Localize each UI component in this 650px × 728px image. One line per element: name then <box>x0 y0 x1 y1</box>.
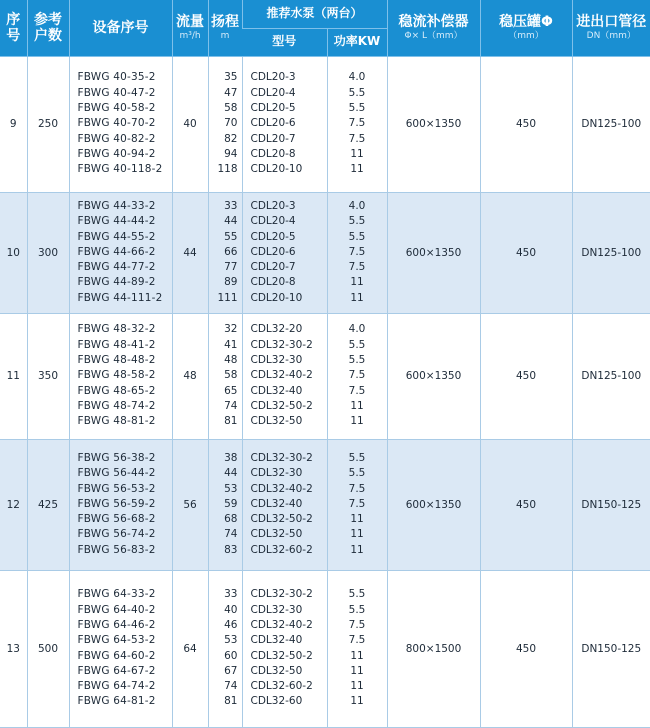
model-item: FBWG 56-68-2 <box>77 513 156 526</box>
model-item: FBWG 56-59-2 <box>77 497 156 510</box>
header-model: 设备序号 <box>69 0 172 56</box>
power-item: 7.5 <box>348 245 366 258</box>
head-item: 53 <box>224 482 238 495</box>
head-item: 74 <box>224 680 238 693</box>
pump-item: CDL32-30 <box>250 467 303 480</box>
seq-cell: 13 <box>0 570 27 727</box>
model-item: FBWG 44-55-2 <box>77 230 156 243</box>
power-cell <box>327 570 387 727</box>
header-tank-unit: （mm） <box>508 31 544 42</box>
power-item: 11 <box>350 513 364 526</box>
head-item: 38 <box>224 451 238 464</box>
head-item: 74 <box>224 528 238 541</box>
head-item: 81 <box>224 695 238 708</box>
pipe-cell: DN125-100 <box>572 56 650 192</box>
header-compensator-unit: Φ× L（mm） <box>404 31 463 42</box>
pump-item: CDL32-40 <box>250 634 303 647</box>
pump-item: CDL20-7 <box>250 132 296 145</box>
pump-cell <box>242 56 327 192</box>
flow-cell: 48 <box>172 313 208 439</box>
compensator-cell: 600×1350 <box>387 56 480 192</box>
model-item: FBWG 44-111-2 <box>77 291 163 304</box>
head-item: 58 <box>224 102 238 115</box>
power-item: 7.5 <box>348 117 366 130</box>
pump-item: CDL32-40 <box>250 384 303 397</box>
model-cell <box>69 313 172 439</box>
head-item: 70 <box>224 117 238 130</box>
power-item: 5.5 <box>348 230 366 243</box>
households-cell: 350 <box>27 313 69 439</box>
power-cell <box>327 192 387 313</box>
model-item: FBWG 48-81-2 <box>77 415 156 428</box>
head-item: 33 <box>224 588 238 601</box>
power-item: 5.5 <box>348 102 366 115</box>
head-item: 41 <box>224 338 238 351</box>
group-row <box>0 192 650 313</box>
pump-item: CDL32-30-2 <box>250 338 313 351</box>
model-item: FBWG 64-46-2 <box>77 618 156 631</box>
seq-cell: 10 <box>0 192 27 313</box>
header-flow <box>172 0 208 56</box>
pipe-cell: DN125-100 <box>572 192 650 313</box>
power-item: 5.5 <box>348 215 366 228</box>
model-item: FBWG 64-67-2 <box>77 664 156 677</box>
pump-item: CDL32-50-2 <box>250 399 313 412</box>
model-item: FBWG 44-77-2 <box>77 261 156 274</box>
header-tank <box>480 0 572 56</box>
power-item: 4.0 <box>348 323 366 336</box>
model-item: FBWG 64-40-2 <box>77 603 156 616</box>
pump-item: CDL32-40-2 <box>250 618 313 631</box>
pump-item: CDL20-3 <box>250 199 296 212</box>
model-item: FBWG 48-58-2 <box>77 369 156 382</box>
power-item: 5.5 <box>348 354 366 367</box>
model-item: FBWG 44-44-2 <box>77 215 156 228</box>
power-item: 5.5 <box>348 588 366 601</box>
group-row <box>0 570 650 727</box>
tank-cell: 450 <box>480 313 572 439</box>
head-item: 94 <box>224 147 238 160</box>
model-cell <box>69 192 172 313</box>
power-item: 5.5 <box>348 603 366 616</box>
model-item: FBWG 48-32-2 <box>77 323 156 336</box>
pump-item: CDL20-8 <box>250 276 296 289</box>
header-pipe-unit: DN（mm） <box>586 31 636 42</box>
power-item: 11 <box>350 543 364 556</box>
flow-cell: 64 <box>172 570 208 727</box>
head-item: 68 <box>224 513 238 526</box>
head-cell <box>208 439 242 570</box>
head-item: 111 <box>217 291 238 304</box>
model-item: FBWG 64-53-2 <box>77 634 156 647</box>
head-item: 83 <box>224 543 238 556</box>
pump-item: CDL20-5 <box>250 102 296 115</box>
compensator-cell: 600×1350 <box>387 439 480 570</box>
power-item: 7.5 <box>348 132 366 145</box>
model-item: FBWG 56-44-2 <box>77 467 156 480</box>
pump-item: CDL20-5 <box>250 230 296 243</box>
pump-item: CDL20-10 <box>250 291 303 304</box>
head-item: 81 <box>224 415 238 428</box>
power-item: 7.5 <box>348 634 366 647</box>
head-item: 33 <box>224 199 238 212</box>
head-cell <box>208 313 242 439</box>
model-item: FBWG 48-65-2 <box>77 384 156 397</box>
power-item: 11 <box>350 291 364 304</box>
pump-item: CDL32-40-2 <box>250 482 313 495</box>
model-item: FBWG 56-83-2 <box>77 543 156 556</box>
power-item: 11 <box>350 276 364 289</box>
tank-cell: 450 <box>480 192 572 313</box>
power-item: 4.0 <box>348 199 366 212</box>
pump-item: CDL20-8 <box>250 147 296 160</box>
model-item: FBWG 40-82-2 <box>77 132 156 145</box>
pipe-cell: DN125-100 <box>572 313 650 439</box>
pump-item: CDL32-50 <box>250 528 303 541</box>
model-item: FBWG 56-38-2 <box>77 451 156 464</box>
model-item: FBWG 48-41-2 <box>77 338 156 351</box>
head-item: 48 <box>224 354 238 367</box>
model-cell <box>69 56 172 192</box>
head-item: 89 <box>224 276 238 289</box>
header-head-label: 扬程 <box>211 14 239 31</box>
power-item: 11 <box>350 528 364 541</box>
header-pipe <box>572 0 650 56</box>
power-item: 11 <box>350 680 364 693</box>
pipe-cell: DN150-125 <box>572 439 650 570</box>
pump-item: CDL32-50 <box>250 664 303 677</box>
households-cell: 500 <box>27 570 69 727</box>
power-item: 11 <box>350 147 364 160</box>
model-item: FBWG 44-66-2 <box>77 245 156 258</box>
head-item: 46 <box>224 618 238 631</box>
power-item: 11 <box>350 399 364 412</box>
pump-item: CDL20-3 <box>250 71 296 84</box>
households-cell: 250 <box>27 56 69 192</box>
head-item: 47 <box>224 86 238 99</box>
seq-cell: 12 <box>0 439 27 570</box>
pump-item: CDL20-4 <box>250 215 296 228</box>
pump-item: CDL32-40-2 <box>250 369 313 382</box>
pump-item: CDL20-6 <box>250 117 296 130</box>
head-cell <box>208 570 242 727</box>
power-item: 5.5 <box>348 86 366 99</box>
model-item: FBWG 40-58-2 <box>77 102 156 115</box>
pump-item: CDL20-6 <box>250 245 296 258</box>
head-item: 35 <box>224 71 238 84</box>
model-item: FBWG 40-35-2 <box>77 71 156 84</box>
header-head <box>208 0 242 56</box>
power-item: 11 <box>350 163 364 176</box>
power-item: 7.5 <box>348 618 366 631</box>
flow-cell: 44 <box>172 192 208 313</box>
pump-item: CDL32-30-2 <box>250 451 313 464</box>
power-item: 11 <box>350 415 364 428</box>
pump-cell <box>242 313 327 439</box>
pump-item: CDL32-40 <box>250 497 303 510</box>
model-item: FBWG 40-47-2 <box>77 86 156 99</box>
pump-item: CDL32-30 <box>250 603 303 616</box>
head-item: 77 <box>224 261 238 274</box>
model-item: FBWG 44-33-2 <box>77 199 156 212</box>
pump-cell <box>242 439 327 570</box>
pump-item: CDL20-10 <box>250 163 303 176</box>
head-item: 55 <box>224 230 238 243</box>
header-compensator-label: 稳流补偿器 <box>398 14 469 31</box>
header-seq: 序号 <box>0 0 27 56</box>
header-pump-power: 功率KW <box>327 28 387 56</box>
model-item: FBWG 40-94-2 <box>77 147 156 160</box>
model-item: FBWG 48-48-2 <box>77 354 156 367</box>
head-item: 44 <box>224 467 238 480</box>
pump-item: CDL20-7 <box>250 261 296 274</box>
flow-cell: 40 <box>172 56 208 192</box>
power-item: 7.5 <box>348 369 366 382</box>
head-item: 44 <box>224 215 238 228</box>
model-cell <box>69 570 172 727</box>
tank-cell: 450 <box>480 439 572 570</box>
power-item: 7.5 <box>348 261 366 274</box>
model-item: FBWG 40-70-2 <box>77 117 156 130</box>
power-item: 7.5 <box>348 384 366 397</box>
model-cell <box>69 439 172 570</box>
tank-cell: 450 <box>480 570 572 727</box>
pipe-cell: DN150-125 <box>572 570 650 727</box>
compensator-cell: 600×1350 <box>387 313 480 439</box>
pump-item: CDL32-60 <box>250 695 303 708</box>
households-cell: 300 <box>27 192 69 313</box>
compensator-cell: 600×1350 <box>387 192 480 313</box>
head-item: 58 <box>224 369 238 382</box>
head-item: 60 <box>224 649 238 662</box>
power-item: 5.5 <box>348 467 366 480</box>
flow-cell: 56 <box>172 439 208 570</box>
head-item: 59 <box>224 497 238 510</box>
head-item: 118 <box>217 163 238 176</box>
power-item: 5.5 <box>348 451 366 464</box>
power-cell <box>327 313 387 439</box>
pump-item: CDL20-4 <box>250 86 296 99</box>
header-flow-label: 流量 <box>176 14 204 31</box>
model-item: FBWG 64-74-2 <box>77 680 156 693</box>
header-pump-model: 型号 <box>242 28 327 56</box>
model-item: FBWG 64-60-2 <box>77 649 156 662</box>
power-cell <box>327 439 387 570</box>
model-item: FBWG 48-74-2 <box>77 399 156 412</box>
model-item: FBWG 44-89-2 <box>77 276 156 289</box>
tank-cell: 450 <box>480 56 572 192</box>
pump-item: CDL32-30 <box>250 354 303 367</box>
head-item: 53 <box>224 634 238 647</box>
header-households: 参考户数 <box>27 0 69 56</box>
header-flow-unit: m³/h <box>179 31 201 42</box>
pump-item: CDL32-50-2 <box>250 649 313 662</box>
pump-item: CDL32-20 <box>250 323 303 336</box>
pump-cell <box>242 192 327 313</box>
model-item: FBWG 64-33-2 <box>77 588 156 601</box>
power-item: 4.0 <box>348 71 366 84</box>
power-item: 7.5 <box>348 482 366 495</box>
seq-cell: 11 <box>0 313 27 439</box>
head-item: 40 <box>224 603 238 616</box>
pump-item: CDL32-60-2 <box>250 680 313 693</box>
pump-item: CDL32-50 <box>250 415 303 428</box>
head-item: 66 <box>224 245 238 258</box>
pump-item: CDL32-50-2 <box>250 513 313 526</box>
model-item: FBWG 64-81-2 <box>77 695 156 708</box>
group-row <box>0 56 650 192</box>
head-item: 67 <box>224 664 238 677</box>
compensator-cell: 800×1500 <box>387 570 480 727</box>
households-cell: 425 <box>27 439 69 570</box>
power-item: 11 <box>350 649 364 662</box>
header-compensator <box>387 0 480 56</box>
pump-cell <box>242 570 327 727</box>
header-tank-label: 稳压罐Φ <box>499 14 553 31</box>
header-pipe-label: 进出口管径 <box>576 14 647 31</box>
head-cell <box>208 192 242 313</box>
power-cell <box>327 56 387 192</box>
header-pump-group: 推荐水泵（两台） <box>242 0 387 28</box>
model-item: FBWG 56-74-2 <box>77 528 156 541</box>
model-item: FBWG 40-118-2 <box>77 163 163 176</box>
model-item: FBWG 56-53-2 <box>77 482 156 495</box>
header-head-unit: m <box>220 31 230 42</box>
head-cell <box>208 56 242 192</box>
pump-item: CDL32-30-2 <box>250 588 313 601</box>
seq-cell: 9 <box>0 56 27 192</box>
group-row <box>0 313 650 439</box>
head-item: 65 <box>224 384 238 397</box>
head-item: 82 <box>224 132 238 145</box>
power-item: 7.5 <box>348 497 366 510</box>
power-item: 5.5 <box>348 338 366 351</box>
group-row <box>0 439 650 570</box>
head-item: 74 <box>224 399 238 412</box>
power-item: 11 <box>350 695 364 708</box>
pump-item: CDL32-60-2 <box>250 543 313 556</box>
head-item: 32 <box>224 323 238 336</box>
power-item: 11 <box>350 664 364 677</box>
